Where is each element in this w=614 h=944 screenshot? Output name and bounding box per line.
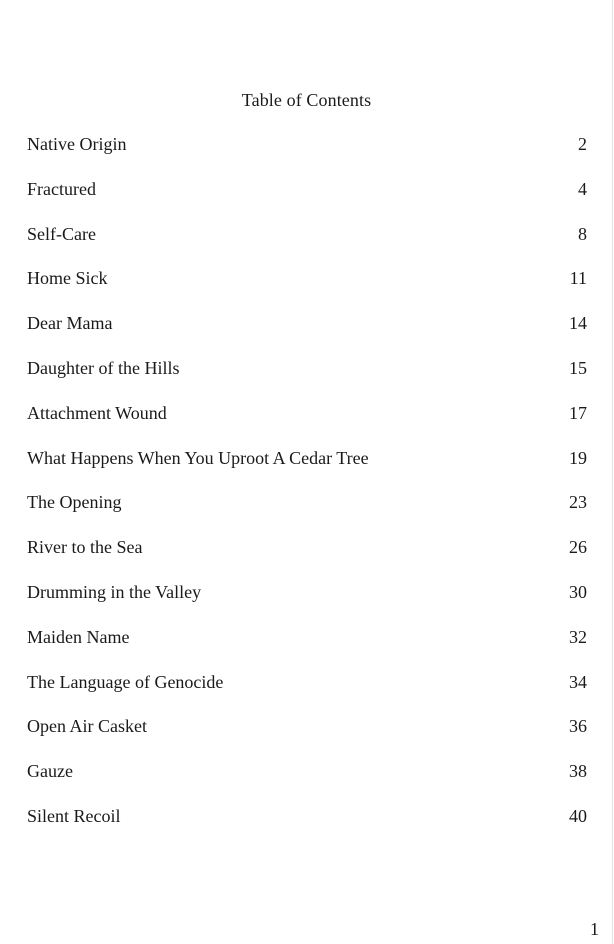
toc-entry-page: 23 [569, 492, 587, 513]
toc-entry-title: Attachment Wound [27, 402, 167, 423]
toc-entry-title: Native Origin [27, 134, 127, 154]
toc-entry-title: Daughter of the Hills [27, 357, 180, 378]
toc-entry [27, 223, 587, 268]
toc-entry [27, 715, 587, 760]
toc-entry-page: 32 [569, 626, 587, 647]
toc-entry-title: Drumming in the Valley [27, 581, 202, 602]
toc-entry-title: Gauze [27, 761, 73, 782]
toc-entry-page: 14 [569, 313, 587, 334]
toc-entry-page: 11 [569, 268, 587, 289]
toc-list [27, 133, 587, 850]
toc-entry-title: The Opening [27, 492, 122, 513]
toc-entry-page: 40 [569, 805, 587, 826]
toc-entry [27, 760, 587, 805]
toc-entry-title: Open Air Casket [27, 716, 147, 737]
toc-entry-page: 38 [569, 761, 587, 782]
toc-entry [27, 536, 587, 581]
toc-entry-title: Dear Mama [27, 313, 113, 334]
toc-entry-page: 19 [569, 447, 587, 468]
toc-entry-page: 17 [569, 402, 587, 423]
toc-entry [27, 447, 587, 492]
toc-entry [27, 312, 587, 357]
toc-entry [27, 491, 587, 536]
toc-entry-title: River to the Sea [27, 537, 143, 558]
toc-entry [27, 357, 587, 402]
toc-entry-title: Silent Recoil [27, 805, 121, 826]
toc-entry-page: 2 [578, 134, 587, 154]
toc-entry-page: 30 [569, 581, 587, 602]
toc-entry [27, 581, 587, 626]
toc-entry-title: What Happens When You Uproot A Cedar Tree [27, 447, 369, 468]
toc-entry-page: 8 [578, 223, 587, 244]
toc-entry [27, 626, 587, 671]
toc-entry-title: Self-Care [27, 223, 96, 244]
page-number: 1 [590, 919, 599, 939]
toc-entry [27, 805, 587, 850]
toc-entry-title: The Language of Genocide [27, 671, 224, 692]
toc-entry-page: 15 [569, 357, 587, 378]
toc-entry [27, 402, 587, 447]
toc-entry [27, 671, 587, 716]
toc-entry-page: 4 [578, 178, 587, 199]
toc-entry-title: Fractured [27, 178, 96, 199]
toc-heading: Table of Contents [241, 90, 372, 110]
toc-entry-title: Maiden Name [27, 626, 130, 647]
toc-entry-page: 34 [569, 671, 587, 692]
toc-entry [27, 267, 587, 312]
toc-entry-title: Home Sick [27, 268, 108, 289]
toc-entry [27, 178, 587, 223]
toc-entry [27, 133, 587, 178]
toc-entry-page: 36 [569, 716, 587, 737]
toc-entry-page: 26 [569, 537, 587, 558]
